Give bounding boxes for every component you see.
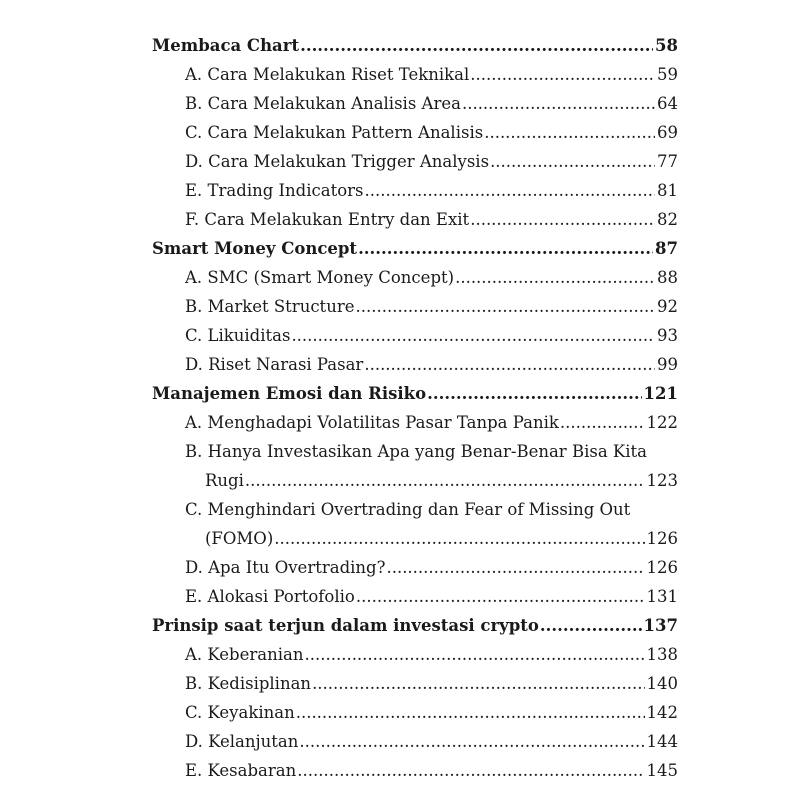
toc-page-number: 99 [657,355,678,374]
toc-item-title: C. Cara Melakukan Pattern Analisis [185,123,484,142]
toc-leader-dots [356,582,645,611]
toc-item-title-line1: B. Hanya Investasikan Apa yang Benar-Benar Bisa Kita [185,442,647,461]
toc-page-number: 88 [657,268,678,287]
toc-item-title: D. Cara Melakukan Trigger Analysis [185,152,490,171]
toc-item-continuation [152,466,678,495]
toc-chapter-title: Prinsip saat terjun dalam investasi crypto [152,616,539,635]
toc-item [152,321,678,350]
toc-item-title: B. Market Structure [185,297,355,316]
toc-item-title: D. Kelanjutan [185,732,299,751]
toc-leader-dots [560,408,645,437]
toc-page-number: 131 [646,587,678,606]
toc-page-number: 140 [646,674,678,693]
toc-page-number: 138 [646,645,678,664]
toc-item-title-line2: (FOMO) [205,529,274,548]
toc-item-title: B. Kedisiplinan [185,674,312,693]
toc-item-title: D. Riset Narasi Pasar [185,355,364,374]
toc-page-number: 142 [646,703,678,722]
toc-item [152,263,678,292]
toc-leader-dots [312,669,644,698]
toc-page-number: 64 [657,94,678,113]
toc-leader-dots [296,698,645,727]
toc-item-title: C. Likuiditas [185,326,291,345]
toc-item [152,553,678,582]
toc-chapter-manajemen-emosi [152,379,678,408]
toc-item [152,147,678,176]
toc-page-number: 126 [646,529,678,548]
toc-leader-dots [470,205,655,234]
toc-page-number: 121 [643,384,678,403]
toc-leader-dots [540,611,642,640]
toc-item-title: A. Cara Melakukan Riset Teknikal [185,65,470,84]
toc-leader-dots [245,466,645,495]
toc-leader-dots [386,553,644,582]
toc-item-title: B. Cara Melakukan Analisis Area [185,94,461,113]
toc-item [152,60,678,89]
toc-item [152,205,678,234]
toc-leader-dots [364,350,655,379]
toc-page-number: 82 [657,210,678,229]
toc-page-number: 92 [657,297,678,316]
toc-leader-dots [355,292,655,321]
toc-item-title: A. Keberanian [185,645,304,664]
toc-page-number: 123 [646,471,678,490]
toc-page-number: 58 [655,36,678,55]
table-of-contents [152,31,678,785]
toc-item [152,176,678,205]
toc-item [152,582,678,611]
toc-item [152,727,678,756]
toc-item-title: C. Keyakinan [185,703,295,722]
toc-page-number: 69 [657,123,678,142]
toc-chapter-prinsip-investasi [152,611,678,640]
toc-leader-dots [358,234,653,263]
toc-leader-dots [470,60,655,89]
toc-leader-dots [299,727,644,756]
toc-item-title: E. Alokasi Portofolio [185,587,355,606]
toc-leader-dots [427,379,641,408]
toc-item [152,292,678,321]
toc-item [152,756,678,785]
toc-leader-dots [300,31,653,60]
toc-item [152,669,678,698]
toc-page-number: 126 [646,558,678,577]
toc-leader-dots [304,640,644,669]
toc-item-title: D. Apa Itu Overtrading? [185,558,386,577]
toc-leader-dots [455,263,655,292]
toc-page-number: 144 [646,732,678,751]
toc-leader-dots [291,321,655,350]
toc-page-number: 59 [657,65,678,84]
toc-leader-dots [484,118,655,147]
toc-item [152,118,678,147]
toc-item-title: A. SMC (Smart Money Concept) [185,268,455,287]
toc-item [152,698,678,727]
toc-item-title: F. Cara Melakukan Entry dan Exit [185,210,470,229]
toc-leader-dots [490,147,655,176]
toc-item-title-line1: C. Menghindari Overtrading dan Fear of Missing Out [185,500,631,519]
toc-chapter-title: Membaca Chart [152,36,300,55]
toc-page-number: 145 [646,761,678,780]
toc-chapter-title: Smart Money Concept [152,239,358,258]
toc-page-number: 81 [657,181,678,200]
toc-item-title-line2: Rugi [205,471,244,490]
toc-item-title: A. Menghadapi Volatilitas Pasar Tanpa Panik [185,413,559,432]
toc-item [152,89,678,118]
toc-leader-dots [297,756,644,785]
toc-item [152,408,678,437]
toc-page-number: 87 [655,239,678,258]
toc-leader-dots [462,89,655,118]
toc-chapter-title: Manajemen Emosi dan Risiko [152,384,427,403]
toc-chapter-smart-money-concept [152,234,678,263]
toc-chapter-membaca-chart [152,31,678,60]
toc-item [152,640,678,669]
toc-leader-dots [365,176,655,205]
toc-page-number: 137 [643,616,678,635]
toc-item [152,350,678,379]
toc-page-number: 93 [657,326,678,345]
toc-item-title: E. Trading Indicators [185,181,364,200]
toc-page-number: 77 [657,152,678,171]
toc-page-number: 122 [646,413,678,432]
toc-item-continuation [152,524,678,553]
toc-item-title: E. Kesabaran [185,761,297,780]
toc-leader-dots [274,524,644,553]
